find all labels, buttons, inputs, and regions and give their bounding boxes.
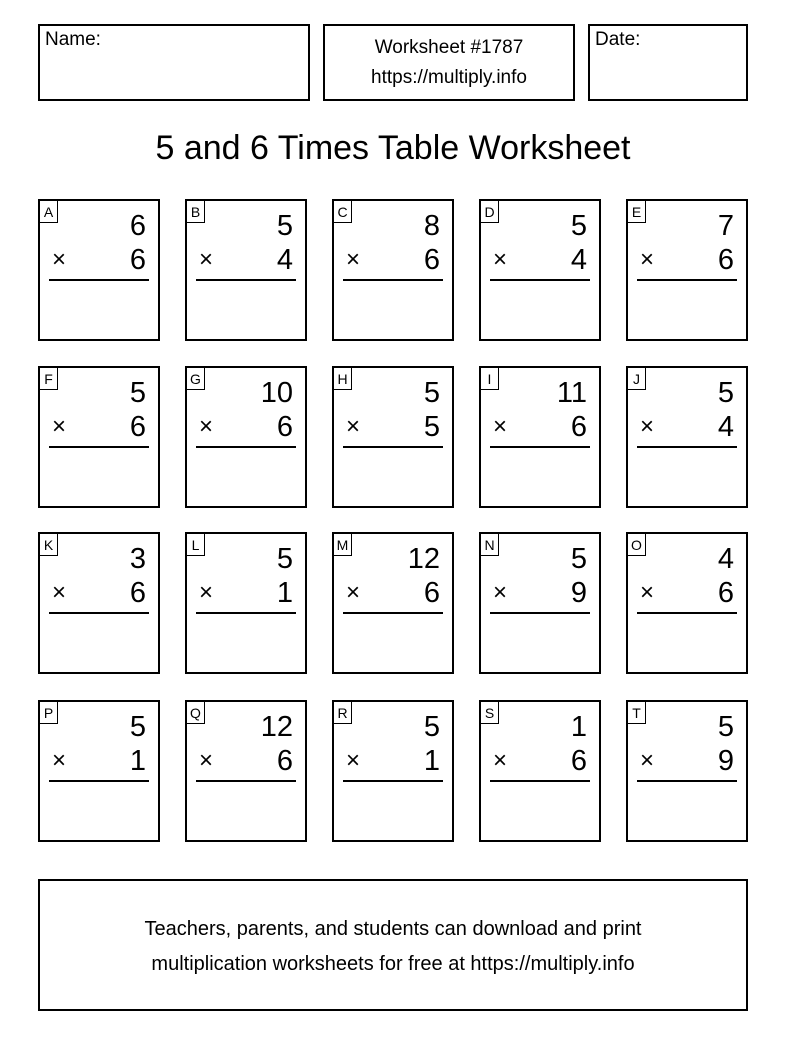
multiplicand: 5 <box>570 210 587 242</box>
problem-f <box>38 366 160 508</box>
answer-line <box>49 279 149 281</box>
times-sign: × <box>493 246 508 273</box>
answer-line <box>343 279 443 281</box>
answer-line <box>490 446 590 448</box>
problem-letter: A <box>40 201 58 223</box>
date-box <box>588 24 748 101</box>
problem-a <box>38 199 160 341</box>
footer-box <box>38 879 748 1011</box>
problem-b <box>185 199 307 341</box>
date-label: Date: <box>595 29 641 50</box>
multiplier: 6 <box>129 577 146 609</box>
times-sign: × <box>346 579 361 606</box>
answer-line <box>490 780 590 782</box>
times-sign: × <box>199 747 214 774</box>
multiplicand: 6 <box>129 210 146 242</box>
problem-j <box>626 366 748 508</box>
multiplier: 9 <box>717 745 734 777</box>
times-sign: × <box>640 246 655 273</box>
answer-line <box>343 780 443 782</box>
problem-letter: L <box>187 534 205 556</box>
problem-k <box>38 532 160 674</box>
multiplicand: 5 <box>129 711 146 743</box>
problem-letter: K <box>40 534 58 556</box>
times-sign: × <box>52 246 67 273</box>
multiplier: 4 <box>570 244 587 276</box>
multiplier: 1 <box>129 745 146 777</box>
multiplicand: 7 <box>717 210 734 242</box>
multiplier: 1 <box>423 745 440 777</box>
multiplicand: 8 <box>423 210 440 242</box>
multiplicand: 4 <box>717 543 734 575</box>
problem-n <box>479 532 601 674</box>
problem-letter: D <box>481 201 499 223</box>
problem-letter: P <box>40 702 58 724</box>
worksheet-number: Worksheet #1787 <box>374 37 524 58</box>
multiplicand: 5 <box>276 543 293 575</box>
times-sign: × <box>493 413 508 440</box>
multiplier: 6 <box>276 745 293 777</box>
multiplicand: 5 <box>717 711 734 743</box>
problem-q <box>185 700 307 842</box>
problem-t <box>626 700 748 842</box>
multiplicand: 5 <box>570 543 587 575</box>
site-url: https://multiply.info <box>371 67 527 88</box>
answer-line <box>343 446 443 448</box>
multiplicand: 12 <box>260 711 293 743</box>
multiplier: 4 <box>717 411 734 443</box>
problem-e <box>626 199 748 341</box>
multiplier: 9 <box>570 577 587 609</box>
multiplier: 6 <box>423 244 440 276</box>
footer-line-1: Teachers, parents, and students can download and print <box>144 918 642 940</box>
problem-d <box>479 199 601 341</box>
multiplicand: 5 <box>423 377 440 409</box>
times-sign: × <box>640 413 655 440</box>
multiplicand: 5 <box>717 377 734 409</box>
multiplier: 6 <box>717 244 734 276</box>
answer-line <box>49 780 149 782</box>
problem-letter: M <box>334 534 352 556</box>
times-sign: × <box>640 579 655 606</box>
multiplicand: 5 <box>276 210 293 242</box>
times-sign: × <box>199 246 214 273</box>
multiplicand: 1 <box>570 711 587 743</box>
multiplicand: 5 <box>129 377 146 409</box>
problem-m <box>332 532 454 674</box>
problem-letter: O <box>628 534 646 556</box>
problem-letter: H <box>334 368 352 390</box>
name-label: Name: <box>45 29 101 50</box>
problem-letter: B <box>187 201 205 223</box>
multiplicand: 5 <box>423 711 440 743</box>
answer-line <box>196 780 296 782</box>
answer-line <box>637 780 737 782</box>
multiplicand: 10 <box>260 377 293 409</box>
answer-line <box>637 612 737 614</box>
multiplier: 5 <box>423 411 440 443</box>
multiplicand: 12 <box>407 543 440 575</box>
multiplier: 6 <box>570 745 587 777</box>
times-sign: × <box>346 246 361 273</box>
multiplier: 4 <box>276 244 293 276</box>
multiplier: 6 <box>570 411 587 443</box>
times-sign: × <box>493 579 508 606</box>
problem-letter: Q <box>187 702 205 724</box>
multiplier: 6 <box>717 577 734 609</box>
times-sign: × <box>199 579 214 606</box>
problem-letter: G <box>187 368 205 390</box>
worksheet-info-box <box>323 24 575 101</box>
problem-c <box>332 199 454 341</box>
problem-letter: S <box>481 702 499 724</box>
problem-p <box>38 700 160 842</box>
multiplier: 6 <box>276 411 293 443</box>
answer-line <box>196 612 296 614</box>
problem-i <box>479 366 601 508</box>
answer-line <box>196 446 296 448</box>
multiplier: 6 <box>129 411 146 443</box>
answer-line <box>490 612 590 614</box>
multiplier: 1 <box>276 577 293 609</box>
times-sign: × <box>346 413 361 440</box>
answer-line <box>343 612 443 614</box>
times-sign: × <box>52 579 67 606</box>
problem-letter: F <box>40 368 58 390</box>
problem-s <box>479 700 601 842</box>
times-sign: × <box>199 413 214 440</box>
problem-letter: R <box>334 702 352 724</box>
answer-line <box>49 612 149 614</box>
problem-letter: T <box>628 702 646 724</box>
answer-line <box>637 279 737 281</box>
times-sign: × <box>346 747 361 774</box>
problem-letter: N <box>481 534 499 556</box>
footer-line-2: multiplication worksheets for free at https://multiply.info <box>151 953 635 975</box>
problem-l <box>185 532 307 674</box>
name-box <box>38 24 310 101</box>
page-title: 5 and 6 Times Table Worksheet <box>155 129 631 167</box>
problem-letter: I <box>481 368 499 390</box>
answer-line <box>490 279 590 281</box>
multiplicand: 3 <box>129 543 146 575</box>
times-sign: × <box>493 747 508 774</box>
problem-o <box>626 532 748 674</box>
multiplier: 6 <box>129 244 146 276</box>
multiplicand: 11 <box>556 377 587 409</box>
problem-h <box>332 366 454 508</box>
problem-letter: J <box>628 368 646 390</box>
times-sign: × <box>52 413 67 440</box>
problem-letter: C <box>334 201 352 223</box>
answer-line <box>49 446 149 448</box>
times-sign: × <box>640 747 655 774</box>
answer-line <box>637 446 737 448</box>
footer-text <box>40 912 746 982</box>
times-sign: × <box>52 747 67 774</box>
answer-line <box>196 279 296 281</box>
problem-r <box>332 700 454 842</box>
problem-g <box>185 366 307 508</box>
multiplier: 6 <box>423 577 440 609</box>
problem-letter: E <box>628 201 646 223</box>
